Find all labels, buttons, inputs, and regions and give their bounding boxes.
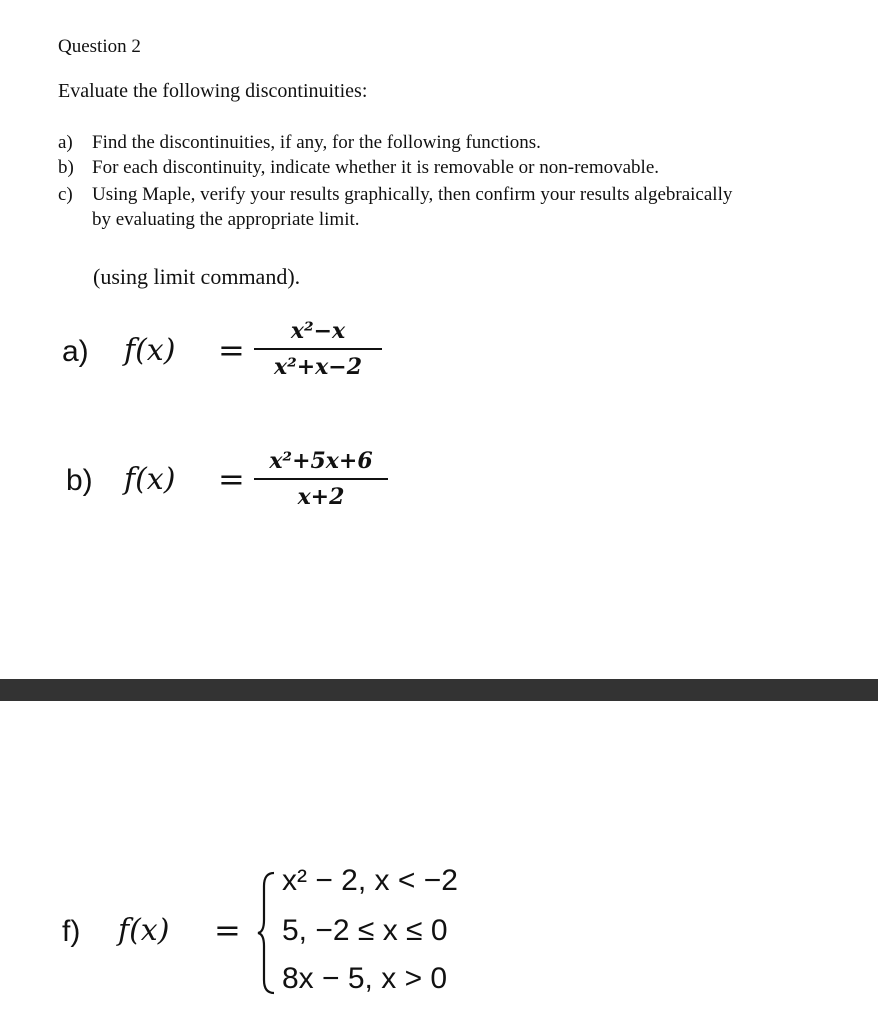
equation-f-label: f) xyxy=(62,915,81,948)
limit-command-note: (using limit command). xyxy=(93,264,301,289)
equation-b-label: b) xyxy=(66,464,93,497)
fraction-bar xyxy=(254,478,388,480)
instruction-letter: a) xyxy=(58,132,73,153)
instruction-letter: b) xyxy=(58,157,74,178)
instruction-a xyxy=(58,132,541,154)
piecewise-brace xyxy=(256,870,278,996)
piecewise-case-1: x² − 2, x < −2 xyxy=(282,864,458,897)
instruction-c-continuation: by evaluating the appropriate limit. xyxy=(92,209,360,230)
equation-b-denominator: x+2 xyxy=(297,484,345,510)
question-intro: Evaluate the following discontinuities: xyxy=(58,80,368,102)
instruction-letter: c) xyxy=(58,184,73,205)
instruction-c xyxy=(58,184,732,206)
instruction-b xyxy=(58,157,659,179)
fraction-bar xyxy=(254,348,382,350)
piecewise-case-2: 5, −2 ≤ x ≤ 0 xyxy=(282,914,448,947)
equation-b-lhs: f(x) xyxy=(124,462,176,497)
equation-b-equals: = xyxy=(218,460,245,498)
instruction-text: Using Maple, verify your results graphically, then confirm your results algebraically xyxy=(92,184,733,205)
equation-a-equals: = xyxy=(218,331,245,369)
equation-f-lhs: f(x) xyxy=(118,913,170,948)
equation-a-label: a) xyxy=(62,335,89,368)
equation-a-denominator: x²+x−2 xyxy=(273,354,363,380)
equation-b-fraction xyxy=(254,448,388,510)
question-title: Question 2 xyxy=(58,36,141,57)
piecewise-case-3: 8x − 5, x > 0 xyxy=(282,962,448,995)
section-divider xyxy=(0,679,878,701)
equation-a-fraction xyxy=(254,318,382,380)
equation-a-lhs: f(x) xyxy=(124,333,176,368)
equation-b-numerator: x²+5x+6 xyxy=(269,448,373,474)
instruction-text: For each discontinuity, indicate whether it is removable or non-removable. xyxy=(92,157,660,178)
instruction-text: Find the discontinuities, if any, for the following functions. xyxy=(92,132,541,153)
equation-f-equals: = xyxy=(214,911,241,949)
equation-a-numerator: x²−x xyxy=(290,318,346,344)
